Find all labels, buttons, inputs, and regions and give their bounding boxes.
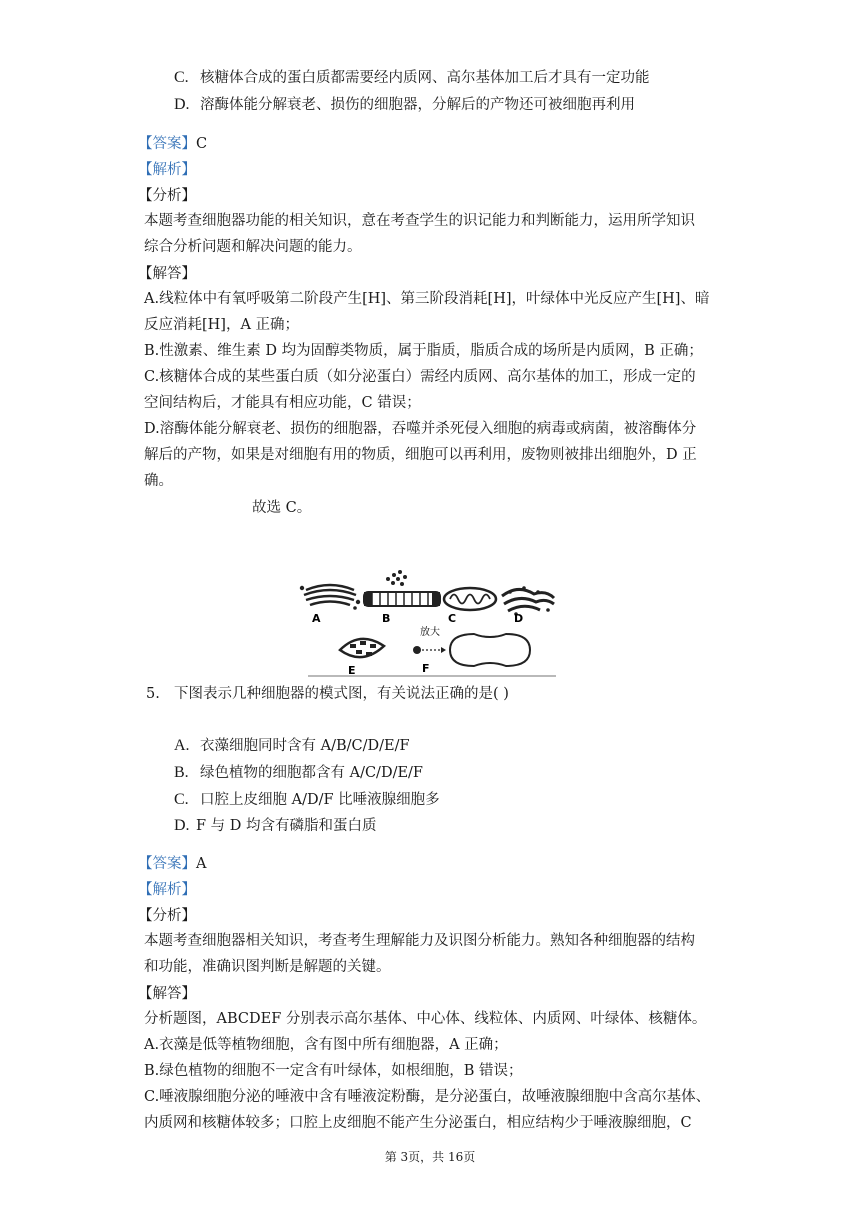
organelle-diagram <box>298 566 560 678</box>
analysis-tag: 【解析】 <box>138 882 196 898</box>
text-line: B.绿色植物的细胞不一定含有叶绿体，如根细胞，B 错误； <box>144 1063 523 1079</box>
question-5-stem <box>146 684 509 704</box>
text-line: C.核糖体合成的某些蛋白质（如分泌蛋白）需经内质网、高尔基体的加工，形成一定的 <box>144 369 696 385</box>
page-footer: 第 3页，共 16页 <box>384 1150 476 1164</box>
option-b <box>174 763 423 783</box>
answer-value: C <box>196 136 208 152</box>
figure-label-a: A <box>312 612 321 625</box>
fenxi-tag: 【分析】 <box>138 188 196 204</box>
text-line: 内质网和核糖体较多；口腔上皮细胞不能产生分泌蛋白，相应结构少于唾液腺细胞，C <box>144 1115 692 1131</box>
jieda-paragraph <box>144 1006 720 1136</box>
text-line: 综合分析问题和解决问题的能力。 <box>144 239 362 255</box>
answer-line <box>138 854 206 874</box>
conclusion: 故选 C。 <box>252 500 312 516</box>
option-c <box>174 790 440 810</box>
figure-label-c: C <box>448 612 457 625</box>
figure-label-e: E <box>348 664 356 677</box>
option-text: 核糖体合成的蛋白质都需要经内质网、高尔基体加工后才具有一定功能 <box>200 70 650 86</box>
centrosome-icon <box>364 570 440 606</box>
text-line: A.线粒体中有氧呼吸第二阶段产生[H]、第三阶段消耗[H]，叶绿体中光反应产生[H]、暗 <box>144 291 710 307</box>
option-letter: A. <box>174 737 190 754</box>
answer-line-prev <box>138 134 207 154</box>
option-text: 口腔上皮细胞 A/D/F 比唾液腺细胞多 <box>200 792 440 808</box>
option-text: F 与 D 均含有磷脂和蛋白质 <box>196 818 377 834</box>
text-line: 分析题图，ABCDEF 分别表示高尔基体、中心体、线粒体、内质网、叶绿体、核糖体。 <box>144 1011 707 1027</box>
text-line: 本题考查细胞器功能的相关知识，意在考查学生的识记能力和判断能力，运用所学知识 <box>144 213 695 229</box>
fenxi-tag: 【分析】 <box>138 908 196 924</box>
option-text: 溶酶体能分解衰老、损伤的细胞器，分解后的产物还可被细胞再利用 <box>200 97 635 113</box>
text-line: C.唾液腺细胞分泌的唾液中含有唾液淀粉酶，是分泌蛋白，故唾液腺细胞中含高尔基体、 <box>144 1089 711 1105</box>
endoplasmic-reticulum-icon <box>502 586 554 616</box>
text-line: D.溶酶体能分解衰老、损伤的细胞器，吞噬并杀死侵入细胞的病毒或病菌，被溶酶体分 <box>144 421 697 437</box>
option-letter: C. <box>174 791 189 808</box>
golgi-icon <box>300 585 360 610</box>
figure-label-f: F <box>422 662 430 675</box>
fenxi-paragraph <box>144 208 720 260</box>
option-letter: D. <box>174 817 190 834</box>
fenxi-paragraph <box>144 928 720 980</box>
mitochondrion-icon <box>444 588 496 610</box>
text-line: 确。 <box>144 473 173 489</box>
option-d <box>174 816 377 836</box>
option-text: 绿色植物的细胞都含有 A/C/D/E/F <box>200 765 423 781</box>
option-letter: B. <box>174 764 189 781</box>
option-a <box>174 736 410 756</box>
organelle-figure <box>298 566 560 678</box>
option-c-prev <box>174 68 650 88</box>
jieda-paragraph <box>144 286 720 494</box>
answer-tag: 【答案】 <box>138 856 196 872</box>
figure-label-b: B <box>382 612 391 625</box>
ribosome-icon <box>413 634 530 666</box>
option-letter: C. <box>174 69 189 86</box>
option-d-prev <box>174 95 635 115</box>
zoom-label: 放大 <box>420 627 440 638</box>
option-text: 衣藻细胞同时含有 A/B/C/D/E/F <box>200 738 410 754</box>
answer-value: A <box>196 856 207 872</box>
text-line: A.衣藻是低等植物细胞，含有图中所有细胞器，A 正确； <box>144 1037 508 1053</box>
text-line: 空间结构后，才能具有相应功能，C 错误； <box>144 395 421 411</box>
text-line: 反应消耗[H]，A 正确； <box>144 317 300 333</box>
jieda-tag: 【解答】 <box>138 986 196 1002</box>
jieda-tag: 【解答】 <box>138 266 196 282</box>
text-line: B.性激素、维生素 D 均为固醇类物质，属于脂质，脂质合成的场所是内质网，B 正确； <box>144 343 703 359</box>
analysis-tag: 【解析】 <box>138 162 196 178</box>
question-text: 下图表示几种细胞器的模式图，有关说法正确的是( ) <box>174 686 509 702</box>
question-number: 5. <box>146 686 160 702</box>
answer-tag: 【答案】 <box>138 136 196 152</box>
text-line: 本题考查细胞器相关知识，考查考生理解能力及识图分析能力。熟知各种细胞器的结构 <box>144 933 695 949</box>
chloroplast-icon <box>340 639 384 657</box>
text-line: 和功能，准确识图判断是解题的关键。 <box>144 959 391 975</box>
figure-label-d: D <box>514 612 524 625</box>
text-line: 解后的产物，如果是对细胞有用的物质，细胞可以再利用，废物则被排出细胞外，D 正 <box>144 447 697 463</box>
option-letter: D. <box>174 96 190 113</box>
